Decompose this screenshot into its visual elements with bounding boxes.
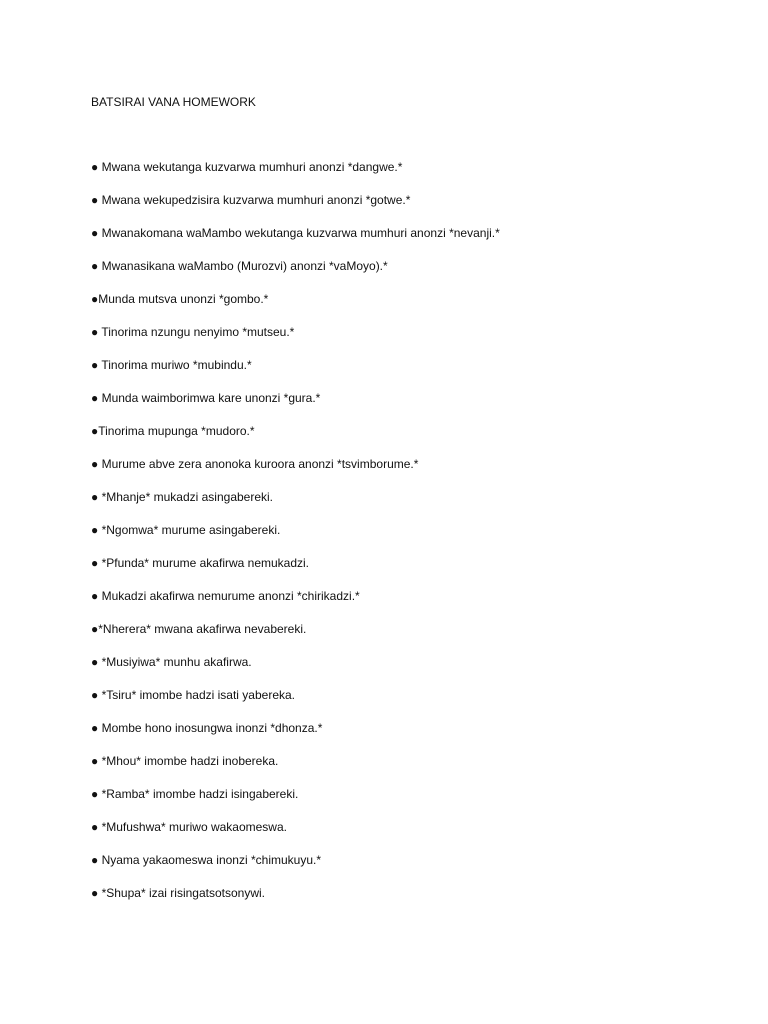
- list-item: ● Murume abve zera anonoka kuroora anonzi *tsvimborume.*: [91, 457, 419, 471]
- list-item: ●*Nherera* mwana akafirwa nevabereki.: [91, 622, 307, 636]
- list-item: ● Mwanakomana waMambo wekutanga kuzvarwa mumhuri anonzi *nevanji.*: [91, 226, 500, 240]
- list-item: ● Mwana wekutanga kuzvarwa mumhuri anonzi *dangwe.*: [91, 160, 403, 174]
- list-item: ● *Mhou* imombe hadzi inobereka.: [91, 754, 279, 768]
- list-item: ●Munda mutsva unonzi *gombo.*: [91, 292, 269, 306]
- list-item: ● *Shupa* izai risingatsotsonywi.: [91, 886, 265, 900]
- list-item: ● *Mhanje* mukadzi asingabereki.: [91, 490, 274, 504]
- list-item: ● Tinorima muriwo *mubindu.*: [91, 358, 252, 372]
- list-item: ● Munda waimborimwa kare unonzi *gura.*: [91, 391, 321, 405]
- list-item: ● *Tsiru* imombe hadzi isati yabereka.: [91, 688, 295, 702]
- homework-list: [91, 159, 500, 918]
- list-item: ● *Pfunda* murume akafirwa nemukadzi.: [91, 556, 310, 570]
- list-item: ● *Mufushwa* muriwo wakaomeswa.: [91, 820, 287, 834]
- list-item: ● *Ngomwa* murume asingabereki.: [91, 523, 281, 537]
- list-item: ● Mwana wekupedzisira kuzvarwa mumhuri anonzi *gotwe.*: [91, 193, 411, 207]
- list-item: ●Tinorima mupunga *mudoro.*: [91, 424, 255, 438]
- list-item: ● Mwanasikana waMambo (Murozvi) anonzi *vaMoyo).*: [91, 259, 388, 273]
- list-item: ● Mukadzi akafirwa nemurume anonzi *chirikadzi.*: [91, 589, 360, 603]
- list-item: ● Tinorima nzungu nenyimo *mutseu.*: [91, 325, 295, 339]
- list-item: ● *Ramba* imombe hadzi isingabereki.: [91, 787, 299, 801]
- list-item: ● Nyama yakaomeswa inonzi *chimukuyu.*: [91, 853, 322, 867]
- list-item: ● Mombe hono inosungwa inonzi *dhonza.*: [91, 721, 323, 735]
- document-title: BATSIRAI VANA HOMEWORK: [91, 95, 256, 109]
- list-item: ● *Musiyiwa* munhu akafirwa.: [91, 655, 252, 669]
